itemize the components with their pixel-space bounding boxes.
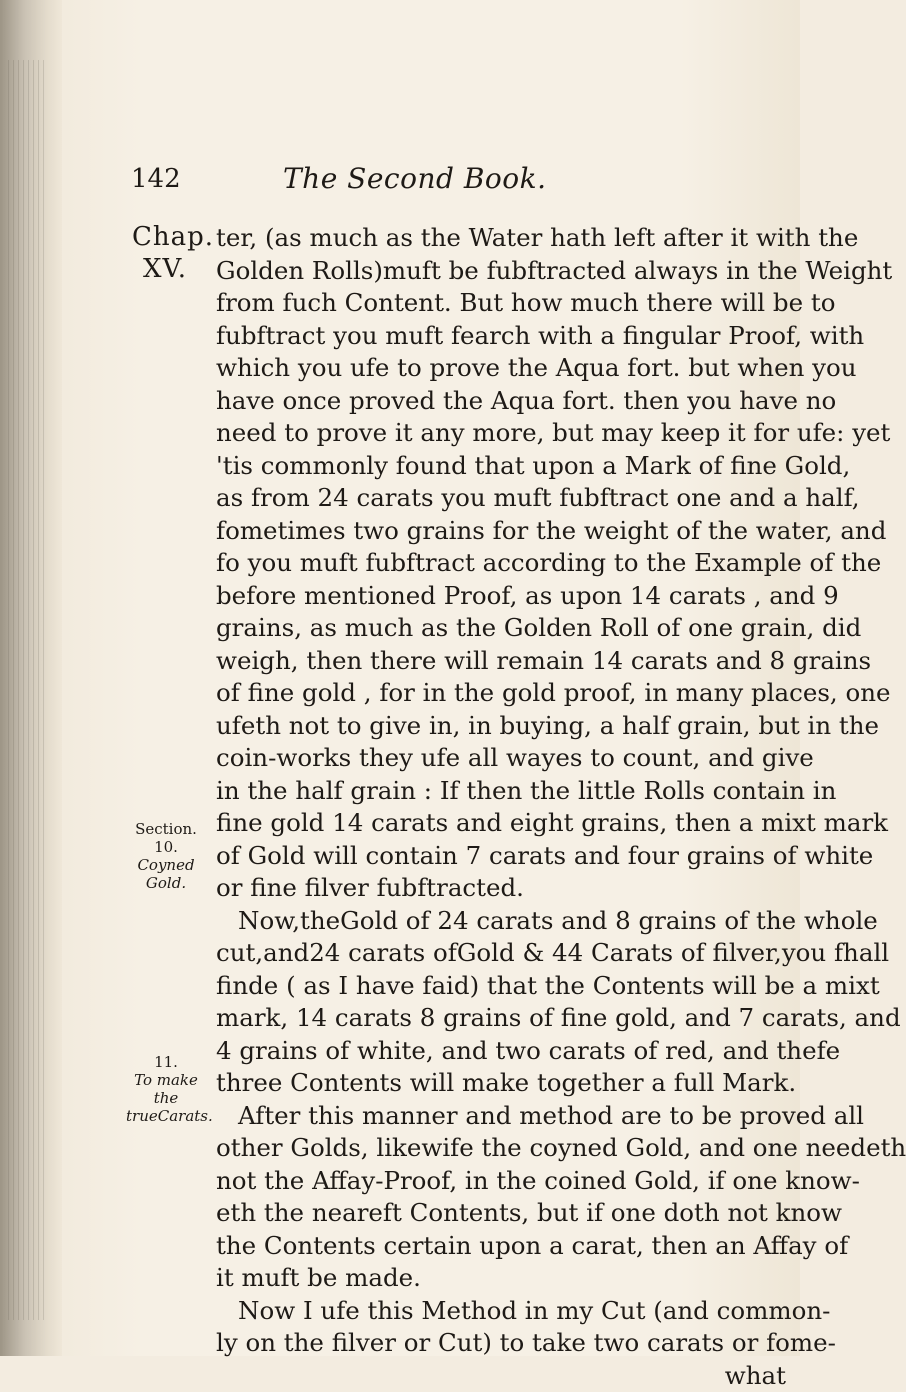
side-note-number: 10.: [126, 838, 206, 856]
text-line: it muft be made.: [216, 1262, 786, 1295]
text-line: ter, (as much as the Water hath left after it with the: [216, 222, 786, 255]
text-line: have once proved the Aqua fort. then you have no: [216, 385, 786, 418]
catchword: what: [216, 1360, 786, 1392]
text-line: Now,theGold of 24 carats and 8 grains of the whole: [216, 905, 786, 938]
text-line: before mentioned Proof, as upon 14 carats , and 9: [216, 580, 786, 613]
text-line: from fuch Content. But how much there will be to: [216, 287, 786, 320]
book-gutter: [0, 0, 62, 1356]
text-line: Now I ufe this Method in my Cut (and common-: [216, 1295, 786, 1328]
side-note-title: Coyned: [137, 856, 194, 874]
text-line: grains, as much as the Golden Roll of one grain, did: [216, 612, 786, 645]
text-line: which you ufe to prove the Aqua fort. but when you: [216, 352, 786, 385]
text-line: in the half grain : If then the little Rolls contain in: [216, 775, 786, 808]
side-note-section-11: [126, 1053, 206, 1125]
text-line: eth the neareft Contents, but if one doth not know: [216, 1197, 786, 1230]
chapter-number: XV.: [143, 254, 187, 284]
text-line: fine gold 14 carats and eight grains, then a mixt mark: [216, 807, 786, 840]
text-line: 4 grains of white, and two carats of red, and thefe: [216, 1035, 786, 1068]
running-title: The Second Book.: [283, 162, 547, 195]
text-line: ufeth not to give in, in buying, a half grain, but in the: [216, 710, 786, 743]
side-note-title: trueCarats.: [126, 1107, 213, 1125]
text-line: as from 24 carats you muft fubftract one and a half,: [216, 482, 786, 515]
side-note-number: 11.: [126, 1053, 206, 1071]
text-line: not the Affay-Proof, in the coined Gold, if one know-: [216, 1165, 786, 1198]
text-line: other Golds, likewife the coyned Gold, and one needeth: [216, 1132, 786, 1165]
text-line: 'tis commonly found that upon a Mark of fine Gold,: [216, 450, 786, 483]
text-line: fometimes two grains for the weight of the water, and: [216, 515, 786, 548]
chapter-label: Chap.: [132, 222, 214, 252]
text-line: of fine gold , for in the gold proof, in many places, one: [216, 677, 786, 710]
text-line: mark, 14 carats 8 grains of fine gold, and 7 carats, and: [216, 1002, 786, 1035]
text-line: fo you muft fubftract according to the Example of the: [216, 547, 786, 580]
text-line: or fine filver fubftracted.: [216, 872, 786, 905]
text-line: finde ( as I have faid) that the Contents will be a mixt: [216, 970, 786, 1003]
text-line: need to prove it any more, but may keep it for ufe: yet: [216, 417, 786, 450]
side-note-title: To make the: [134, 1071, 198, 1107]
text-line: the Contents certain upon a carat, then an Affay of: [216, 1230, 786, 1263]
text-line: of Gold will contain 7 carats and four grains of white: [216, 840, 786, 873]
side-note-section-label: Section.: [126, 820, 206, 838]
text-line: cut,and24 carats ofGold & 44 Carats of filver,you fhall: [216, 937, 786, 970]
page-number: 142: [131, 164, 181, 194]
text-line: Golden Rolls)muft be fubftracted always in the Weight: [216, 255, 786, 288]
side-note-title: Gold.: [146, 874, 186, 892]
text-line: fubftract you muft fearch with a fingular Proof, with: [216, 320, 786, 353]
text-line: After this manner and method are to be proved all: [216, 1100, 786, 1133]
text-line: ly on the filver or Cut) to take two carats or fome-: [216, 1327, 786, 1360]
text-line: weigh, then there will remain 14 carats and 8 grains: [216, 645, 786, 678]
text-line: coin-works they ufe all wayes to count, and give: [216, 742, 786, 775]
side-note-section-10: [126, 820, 206, 892]
body-text: [216, 222, 786, 1392]
text-line: three Contents will make together a full Mark.: [216, 1067, 786, 1100]
